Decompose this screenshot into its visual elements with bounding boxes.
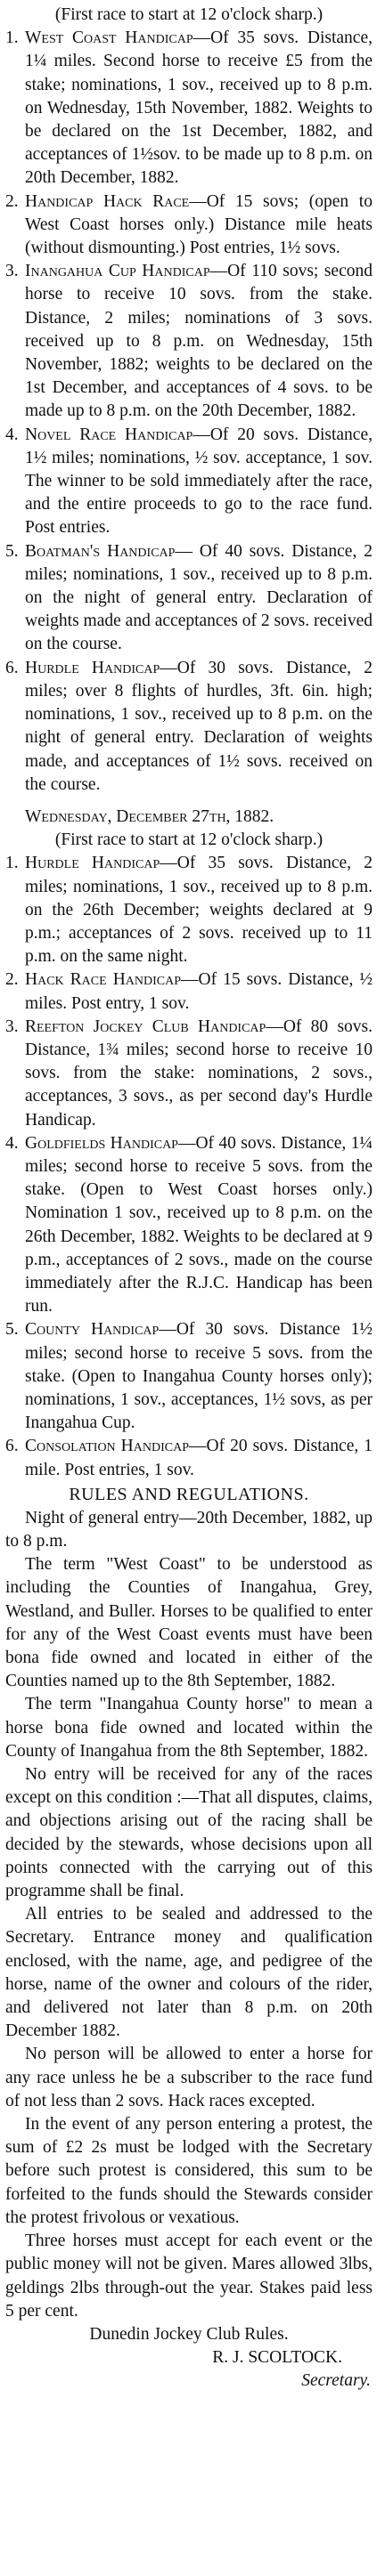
race-text: —Of 110 sovs; second horse to receive 10 sovs. from the stake. Distance, 2 miles; nominations of 3 sovs. received up to 8 p.m. on Wednesday, 15th November, 1882; weights to be declared on the 1st December, and acceptances of 4 sovs. to be made up to 8 p.m. on the 20th December, 1882. <box>25 262 373 421</box>
race-number: 4. <box>5 425 19 444</box>
race-name: Boatman's Handicap <box>25 541 176 561</box>
rule-paragraph: The term "Inangahua County horse" to mean a horse bona fide owned and located within the County of Inangahua from the 8th September, 1882. <box>5 1695 373 1761</box>
rules-body <box>5 1507 373 2346</box>
rules-heading: RULES AND REGULATIONS. <box>69 1484 309 1504</box>
race-text: —Of 35 sovs. Distance, 1¼ miles. Second horse to receive £5 from the stake; nominations, 1 sov., received up to 8 p.m. on Wednesday, 15th November, 1882. Weights to be declared on the 1st December, 1882, and acceptances of 1½sov. to be made up to 8 p.m. on 20th December, 1882. <box>25 28 373 188</box>
race-text: —Of 30 sovs. Distance, 2 miles; over 8 flights of hurdles, 3ft. 6in. high; nominations, 1 sov., received up to 8 p.m. on the night of general entry. Declaration of weights made, and acceptances of 1½ sovs. received on the course. <box>25 658 373 794</box>
day2-heading: Wednesday, December 27th, 1882. <box>25 806 274 826</box>
race-item <box>5 852 373 968</box>
race-number: 3. <box>5 262 19 281</box>
day2-start-note: (First race to start at 12 o'clock sharp.) <box>54 830 324 850</box>
rule-paragraph: The term "West Coast" to be understood as including the Counties of Inangahua, Grey, Westland, and Buller. Horses to be qualified to enter for any of the West Coast events must have been bona fide owned and located in either of the Counties named up to the 8th September, 1882. <box>5 1555 373 1691</box>
race-name: County Handicap <box>25 1320 160 1340</box>
day1-start-note: (First race to start at 12 o'clock sharp.) <box>54 5 324 24</box>
race-item <box>5 1132 373 1319</box>
race-item <box>5 424 373 540</box>
race-text: —Of 15 sovs. Distance, ½ miles. Post entry, 1 sov. <box>25 970 373 1013</box>
race-number: 2. <box>5 970 19 990</box>
race-item <box>5 1435 373 1481</box>
race-name: Inangahua Cup Handicap <box>25 262 210 281</box>
race-text: —Of 15 sovs; (open to West Coast horses only.) Distance mile heats (without dismounting.) Post entries, 1½ sovs. <box>25 191 373 258</box>
race-name: Hurdle Handicap <box>25 854 160 873</box>
race-name: Consolation Handicap <box>25 1437 189 1456</box>
rule-paragraph: Night of general entry—20th December, 1882, up to 8 p.m. <box>5 1508 373 1551</box>
race-number: 6. <box>5 658 19 677</box>
race-number: 2. <box>5 191 19 211</box>
race-number: 5. <box>5 1320 19 1340</box>
race-name: Novel Race Handicap <box>25 425 193 444</box>
race-number: 4. <box>5 1133 19 1153</box>
race-item <box>5 968 373 1015</box>
race-text: —Of 80 sovs. Distance, 1¾ miles; second horse to receive 10 sovs. from the stake: nominations, 2 sovs., acceptances, 3 sovs., as per second day's Hurdle Handicap. <box>25 1017 373 1130</box>
race-name: Hurdle Handicap <box>25 658 160 677</box>
signature-title: Secretary. <box>301 2371 371 2391</box>
rule-paragraph: Dunedin Jockey Club Rules. <box>89 2324 289 2344</box>
signature-name: R. J. SCOLTOCK. <box>212 2348 342 2368</box>
race-item <box>5 260 373 423</box>
race-name: Goldfields Handicap <box>25 1133 178 1153</box>
race-number: 3. <box>5 1017 19 1036</box>
rule-paragraph: All entries to be sealed and addressed to the Secretary. Entrance money and qualification enclosed, with the name, age, and pedigree of the horse, name of the owner and colours of the rider, and delivered not later than 8 p.m. on 20th December 1882. <box>5 1905 373 2041</box>
race-number: 1. <box>5 854 19 873</box>
race-name: Reefton Jockey Club Handicap <box>25 1017 266 1036</box>
race-item <box>5 1318 373 1435</box>
race-item <box>5 190 373 261</box>
race-text: —Of 30 sovs. Distance 1½ miles; second horse to receive 5 sovs. from the stake. (Open to Inangahua County horses only); nominations, 1 sov., acceptances, 1½ sovs, as per Inangahua Cup. <box>25 1320 373 1433</box>
rule-paragraph: No person will be allowed to enter a horse for any race unless he be a subscriber to the race fund of not less than 2 sovs. Hack races excepted. <box>5 2045 373 2110</box>
race-name: West Coast Handicap <box>25 28 193 48</box>
race-number: 1. <box>5 28 19 48</box>
race-name: Hack Race Handicap <box>25 970 182 990</box>
day2-race-list <box>5 852 373 1481</box>
day1-race-list <box>5 27 373 797</box>
race-item <box>5 657 373 797</box>
race-text: —Of 20 sovs. Distance, 1 mile. Post entries, 1 sov. <box>25 1437 373 1479</box>
rule-paragraph: In the event of any person entering a protest, the sum of £2 2s must be lodged with the Secretary before such protest is considered, this sum to be forfeited to the funds should the Stewards consider the protest frivolous or vexatious. <box>5 2115 373 2227</box>
race-number: 5. <box>5 541 19 561</box>
race-text: — Of 40 sovs. Distance, 2 miles; nominations, 1 sov., received up to 8 p.m. on the night of general entry. Declaration of weights made and acceptances of 2 sovs. received on the course. <box>25 541 373 654</box>
race-item <box>5 1016 373 1132</box>
race-text: —Of 20 sovs. Distance, 1½ miles; nominations, ½ sov. acceptance, 1 sov. The winner to be sold immediately after the race, and the entire proceeds to go to the race fund. Post entries. <box>25 425 373 538</box>
rule-paragraph: Three horses must accept for each event or the public money will not be given. Mares allowed 3lbs, geldings 2lbs through-out the year. Stakes paid less 5 per cent. <box>5 2232 373 2321</box>
race-item <box>5 27 373 190</box>
rule-paragraph: No entry will be received for any of the races except on this condition :—That all disputes, claims, and objections arising out of the racing shall be decided by the stewards, whose decisions upon all points connected with the carrying out of this programme shall be final. <box>5 1765 373 1901</box>
race-text: —Of 35 sovs. Distance, 2 miles; nominations, 1 sov., received up to 8 p.m. on the 26th December; weights declared at 9 p.m.; acceptances of 2 sovs. received up to 11 p.m. on the same night. <box>25 854 373 967</box>
race-number: 6. <box>5 1437 19 1456</box>
race-name: Handicap Hack Race <box>25 191 190 211</box>
race-item <box>5 540 373 657</box>
race-text: —Of 40 sovs. Distance, 1¼ miles; second horse to receive 5 sovs. from the stake. (Open to West Coast horses only.) Nomination 1 sov., received up to 8 p.m. on the 26th December, 1882. Weights to be declared at 9 p.m., acceptances of 2 sovs., made on the course immediately after the R.J.C. Handicap has been run. <box>25 1133 373 1316</box>
